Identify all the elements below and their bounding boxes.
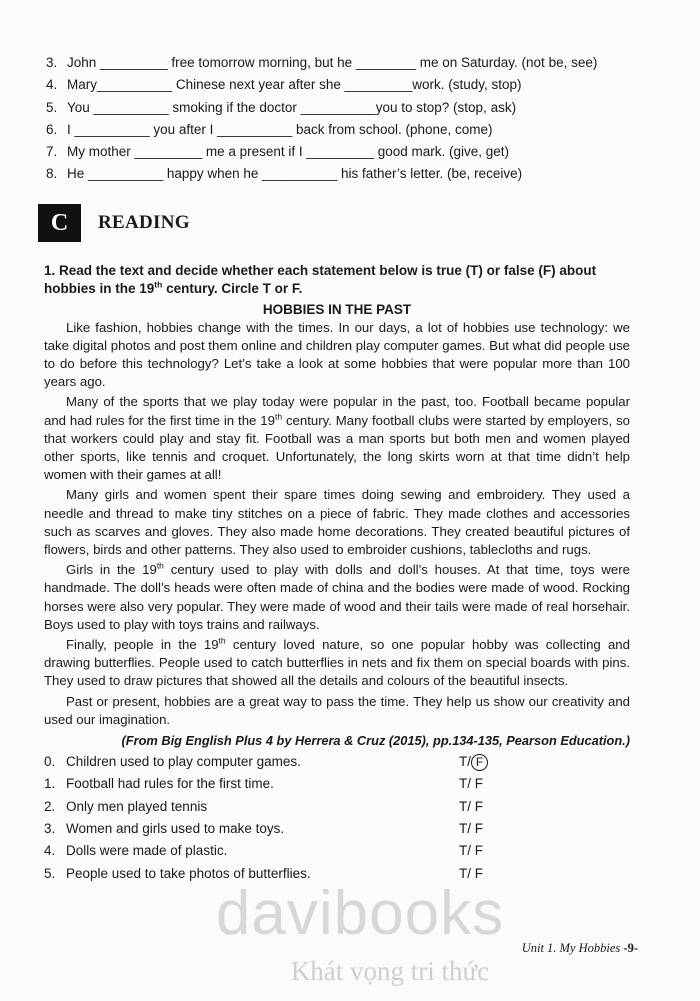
item-text: John _________ free tomorrow morning, but he ________ me on Saturday. (not be, see) bbox=[67, 55, 598, 70]
statement-number: 1. bbox=[44, 776, 56, 792]
circled-false-answer[interactable]: F bbox=[471, 754, 488, 771]
passage-paragraph bbox=[44, 561, 630, 634]
statement-list bbox=[44, 751, 630, 885]
passage-paragraph bbox=[44, 393, 630, 484]
passage-paragraph bbox=[44, 486, 630, 559]
true-false-choice[interactable]: T/ F bbox=[459, 865, 483, 881]
passage-paragraph bbox=[44, 636, 630, 691]
paragraph-text: Like fashion, hobbies change with the times. In our days, a lot of hobbies use technology: we take digital photos and post them online and children play computer games. But what did people use to do before this technology? Let’s take a look at some hobbies that were popular more than 100 years ago. bbox=[44, 319, 630, 390]
true-false-choice[interactable] bbox=[459, 751, 488, 773]
grammar-item bbox=[46, 97, 666, 119]
statement-number: 5. bbox=[44, 865, 56, 881]
statement-text: Children used to play computer games. bbox=[66, 754, 301, 770]
statement-number: 3. bbox=[44, 820, 56, 836]
grammar-item bbox=[46, 52, 666, 74]
paragraph-text: century used to play with dolls and doll’s houses. At that time, toys were handmade. The doll’s heads were often made of china and the bodies were made of wood. Rocking horses were also very popular. They were made of wood and their tails were made of real horsehair. Boys used to play with toys trains and railways. bbox=[44, 562, 630, 632]
paragraph-text: Many girls and women spent their spare times doing sewing and embroidery. They used a needle and thread to make tiny stitches on a piece of fabric. They made clothes and accessories such as scarves and gloves. They also made home decorations. They created beautiful pictures of flowers, birds and other patterns. They also used to embroider cushions, tablecloths and rugs. bbox=[44, 487, 630, 558]
item-number: 3. bbox=[46, 55, 58, 70]
paragraph-text: Many of the sports that we play today were popular in the past, too. Football became popular and had rules for the first time in the 19 bbox=[44, 394, 630, 428]
grammar-item bbox=[46, 74, 666, 96]
page-number: -9- bbox=[623, 941, 638, 955]
superscript: th bbox=[154, 279, 163, 290]
paragraph-text: century. Many football clubs were started by employers, so that workers could play and stay fit. Football was a man sports but both men and women played other sports, like tennis and croquet. Unfortunately, the long skirts worn at that time didn’t help women with their games at all! bbox=[44, 412, 630, 483]
grammar-exercise-list bbox=[46, 52, 666, 186]
item-number: 5. bbox=[46, 99, 58, 115]
statement-row bbox=[44, 818, 630, 840]
grammar-item bbox=[46, 163, 666, 185]
task-instruction bbox=[44, 262, 630, 299]
source-citation: (From Big English Plus 4 by Herrera & Cruz (2015), pp.134-135, Pearson Education.) bbox=[121, 733, 630, 749]
statement-text: People used to take photos of butterflies. bbox=[66, 865, 311, 881]
grammar-item bbox=[46, 141, 666, 163]
statement-row bbox=[44, 773, 630, 795]
superscript: th bbox=[218, 635, 226, 646]
unit-label: Unit 1. My Hobbies bbox=[521, 941, 621, 955]
statement-row bbox=[44, 751, 630, 773]
statement-number: 2. bbox=[44, 798, 56, 814]
task-text: 1. Read the text and decide whether each statement below is true (T) or false (F) about hobbies in the 19th century. Circle T or F. bbox=[44, 263, 597, 297]
true-false-choice[interactable]: T/ F bbox=[459, 776, 483, 792]
true-option[interactable]: T/ bbox=[459, 754, 471, 770]
statement-row bbox=[44, 863, 630, 885]
section-header bbox=[38, 204, 190, 242]
statement-number: 4. bbox=[44, 843, 56, 859]
item-text: My mother _________ me a present if I _________ good mark. (give, get) bbox=[67, 144, 510, 160]
true-false-choice[interactable]: T/ F bbox=[459, 798, 483, 814]
section-title: READING bbox=[98, 212, 190, 233]
item-text: Mary__________ Chinese next year after she _________work. (study, stop) bbox=[67, 77, 522, 93]
watermark-logo: davibooks bbox=[215, 879, 505, 948]
item-number: 8. bbox=[46, 166, 58, 182]
statement-row bbox=[44, 796, 630, 818]
passage-title: HOBBIES IN THE PAST bbox=[262, 301, 412, 317]
watermark-tagline: Khát vọng tri thức bbox=[290, 956, 490, 986]
item-number: 4. bbox=[46, 77, 58, 93]
grammar-item bbox=[46, 119, 666, 141]
item-text: I __________ you after I __________ back from school. (phone, come) bbox=[67, 121, 493, 137]
item-text: He __________ happy when he __________ his father’s letter. (be, receive) bbox=[67, 166, 523, 182]
section-letter-badge: C bbox=[38, 204, 81, 242]
statement-text: Football had rules for the first time. bbox=[66, 776, 274, 792]
reading-section bbox=[44, 262, 630, 885]
paragraph-text: century loved nature, so one popular hobby was collecting and drawing butterflies. People used to catch butterflies in nets and fix them on special boards with pins. They used to draw pictures that showed all the details and colours of the beautiful insects. bbox=[44, 637, 630, 689]
statement-text: Only men played tennis bbox=[66, 798, 208, 814]
paragraph-text: Past or present, hobbies are a great way to pass the time. They help us show our creativity and used our imagination. bbox=[44, 693, 630, 727]
true-false-choice[interactable]: T/ F bbox=[459, 843, 483, 859]
statement-text: Dolls were made of plastic. bbox=[66, 843, 228, 859]
true-false-choice[interactable]: T/ F bbox=[459, 820, 483, 836]
page-footer bbox=[522, 941, 638, 956]
superscript: th bbox=[274, 411, 283, 422]
statement-text: Women and girls used to make toys. bbox=[66, 820, 285, 836]
statement-row bbox=[44, 840, 630, 862]
passage-paragraph bbox=[44, 693, 630, 729]
passage-paragraph bbox=[44, 319, 630, 392]
paragraph-text: Finally, people in the 19 bbox=[66, 637, 219, 653]
statement-number: 0. bbox=[44, 754, 56, 770]
superscript: th bbox=[156, 560, 164, 571]
item-text: You __________ smoking if the doctor __________you to stop? (stop, ask) bbox=[67, 99, 517, 115]
item-number: 7. bbox=[46, 144, 58, 160]
paragraph-text: Girls in the 19 bbox=[66, 562, 157, 578]
item-number: 6. bbox=[46, 121, 58, 137]
